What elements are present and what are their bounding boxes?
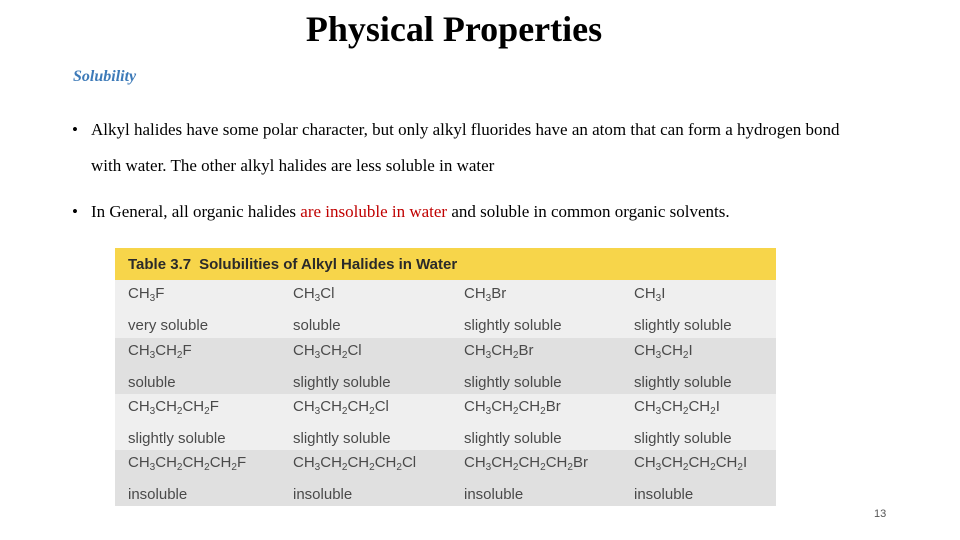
bullet-item: [72, 112, 872, 184]
table-row: [115, 394, 776, 450]
solubility-value: slightly soluble: [128, 429, 226, 447]
compound-formula: $CH_3CH_2CH_2I$: [634, 397, 720, 417]
table-number: Table 3.7: [128, 255, 192, 273]
table-row: [115, 280, 776, 338]
table-cell: [634, 394, 764, 450]
table-cell: [115, 280, 293, 338]
solubility-value: slightly soluble: [293, 429, 391, 447]
table-row: [115, 450, 776, 506]
solubility-value: slightly soluble: [634, 429, 732, 447]
compound-formula: $CH_3CH_2CH_2CH_2Br$: [464, 453, 588, 473]
table-cell: [634, 450, 764, 506]
compound-formula: $CH_3CH_2CH_2F$: [128, 397, 219, 417]
compound-formula: $CH_3I$: [634, 284, 666, 304]
table-cell: [464, 280, 634, 338]
solubility-value: insoluble: [634, 485, 694, 503]
solubility-value: slightly soluble: [293, 373, 391, 391]
solubility-value: slightly soluble: [634, 373, 732, 391]
solubility-value: slightly soluble: [634, 316, 732, 334]
solubility-value: insoluble: [293, 485, 353, 503]
subtitle-solubility: Solubility: [73, 68, 137, 85]
solubility-value: soluble: [128, 373, 176, 391]
bullet-text-before: In General, all organic halides: [91, 202, 301, 221]
compound-formula: $CH_3F$: [128, 284, 165, 304]
table-title: Solubilities of Alkyl Halides in Water: [199, 255, 458, 273]
solubility-value: slightly soluble: [464, 316, 562, 334]
table-cell: [464, 338, 634, 394]
solubility-value: slightly soluble: [464, 373, 562, 391]
compound-formula: $CH_3CH_2Cl$: [293, 341, 362, 361]
slide-title: Physical Properties: [305, 9, 603, 49]
table-cell: [293, 338, 464, 394]
compound-formula: $CH_3CH_2CH_2Cl$: [293, 397, 389, 417]
compound-formula: $CH_3CH_2CH_2CH_2F$: [128, 453, 247, 473]
solubility-value: very soluble: [128, 316, 209, 334]
solubility-table: [115, 248, 776, 514]
compound-formula: $CH_3CH_2CH_2CH_2Cl$: [293, 453, 417, 473]
table-cell: [115, 338, 293, 394]
table-cell: [634, 338, 764, 394]
bullet-highlight-insoluble: are insoluble in water: [300, 202, 448, 221]
compound-formula: $CH_3CH_2I$: [634, 341, 693, 361]
compound-formula: $CH_3CH_2F$: [128, 341, 192, 361]
compound-formula: $CH_3CH_2Br$: [464, 341, 534, 361]
table-row: [115, 338, 776, 394]
compound-formula: $CH_3Br$: [464, 284, 507, 304]
table-body: [115, 280, 776, 506]
table-cell: [464, 394, 634, 450]
page-number: 13: [874, 508, 887, 520]
solubility-value: insoluble: [464, 485, 524, 503]
compound-formula: $CH_3CH_2CH_2CH_2I$: [634, 453, 748, 473]
table-cell: [634, 280, 764, 338]
solubility-value: insoluble: [128, 485, 188, 503]
bullet-text: Alkyl halides have some polar character, but only alkyl fluorides have an atom that can form a hydrogen bond with water. The other alkyl halides are less soluble in water: [91, 120, 840, 175]
table-cell: [115, 394, 293, 450]
table-header: [115, 248, 776, 280]
bullet-item: [72, 194, 872, 230]
table-cell: [293, 280, 464, 338]
table-cell: [464, 450, 634, 506]
bullet-text-after: and soluble in common organic solvents.: [447, 202, 730, 221]
table-cell: [115, 450, 293, 506]
bullet-list: [72, 112, 872, 230]
table-cell: [293, 394, 464, 450]
compound-formula: $CH_3Cl$: [293, 284, 335, 304]
table-cell: [293, 450, 464, 506]
solubility-value: slightly soluble: [464, 429, 562, 447]
solubility-value: soluble: [293, 316, 341, 334]
compound-formula: $CH_3CH_2CH_2Br$: [464, 397, 561, 417]
